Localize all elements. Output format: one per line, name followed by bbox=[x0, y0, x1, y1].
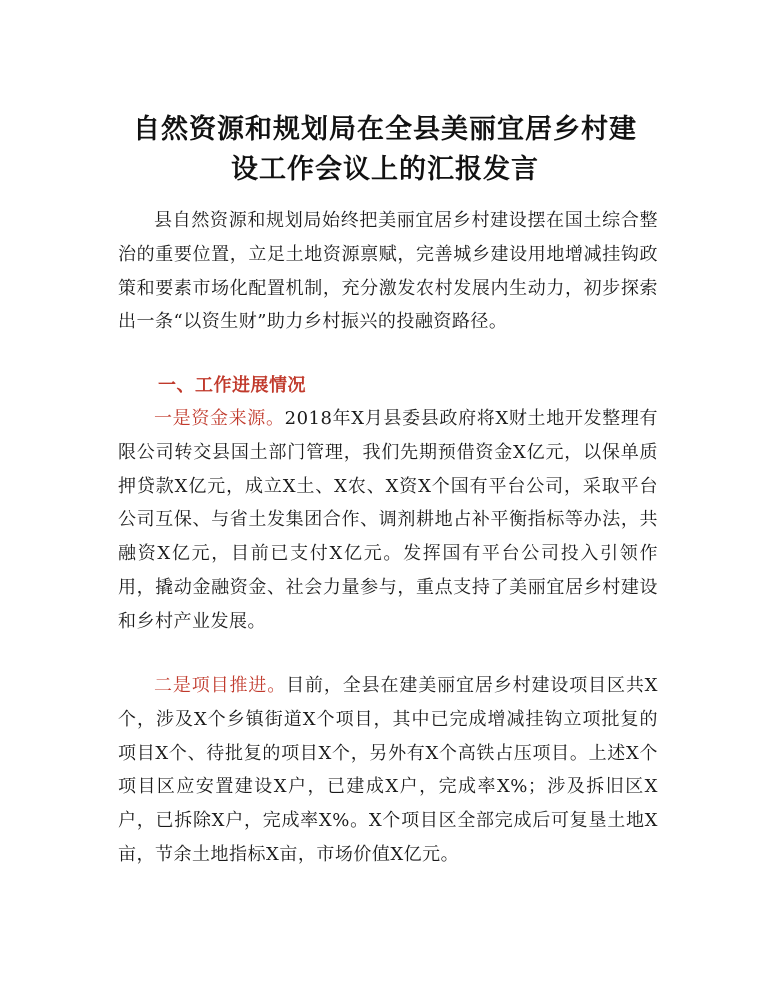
document-title bbox=[100, 110, 670, 190]
title-line-1: 自然资源和规划局在全县美丽宜居乡村建 bbox=[133, 114, 637, 145]
paragraph-projects bbox=[118, 669, 658, 872]
paragraph-funding-text: 2018年X月县委县政府将X财土地开发整理有限公司转交县国土部门管理，我们先期预借资金X亿元，以保单质押贷款X亿元，成立X土、X农、X资X个国有平台公司，采取平台公司互保、与省土发集团合作、调剂耕地占补平衡指标等办法，共融资X亿元，目前已支付X亿元。发挥国有平台公司投入引领作用，撬动金融资金、社会力量参与，重点支持了美丽宜居乡村建设和乡村产业发展。 bbox=[118, 408, 659, 632]
title-line-2: 设工作会议上的汇报发言 bbox=[231, 154, 539, 185]
paragraph-projects-text: 目前，全县在建美丽宜居乡村建设项目区共X个，涉及X个乡镇街道X个项目，其中已完成增减挂钩立项批复的项目X个、待批复的项目X个，另外有X个高铁占压项目。上述X个项目区应安置建设X户，已建成X户，完成率X%；涉及拆旧区X户，已拆除X户，完成率X%。X个项目区全部完成后可复垦土地X亩，节余土地指标X亩，市场价值X亿元。 bbox=[118, 675, 659, 865]
paragraph-projects-lead: 二是项目推进。 bbox=[154, 675, 287, 696]
paragraph-funding bbox=[118, 402, 658, 639]
paragraph-funding-lead: 一是资金来源。 bbox=[154, 408, 285, 429]
section-heading-1: 一、工作进展情况 bbox=[158, 375, 306, 396]
intro-paragraph: 县自然资源和规划局始终把美丽宜居乡村建设摆在国土综合整治的重要位置，立足土地资源禀赋，完善城乡建设用地增减挂钩政策和要素市场化配置机制，充分激发农村发展内生动力，初步探索出一条“以资生财”助力乡村振兴的投融资路径。 bbox=[118, 210, 658, 333]
